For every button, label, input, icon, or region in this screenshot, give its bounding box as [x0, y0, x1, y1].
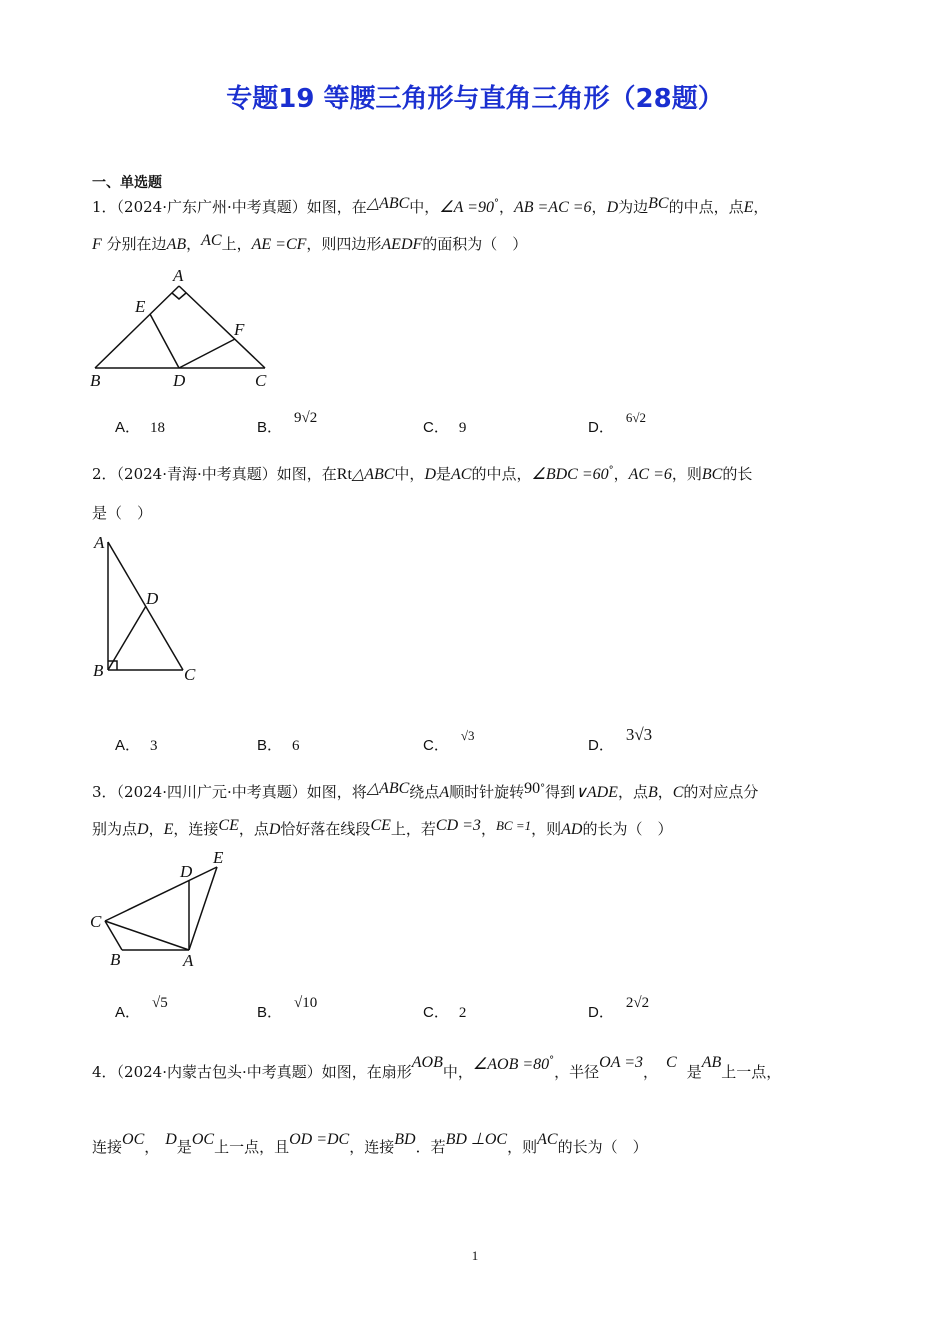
q3-line-2 [92, 818, 672, 839]
q2-fig-label-c: C [184, 665, 196, 684]
q2-line-2 [92, 502, 152, 523]
q1-source: （2024·广东广州·中考真题）如图，在 [116, 198, 367, 216]
option-label: B． [257, 1004, 283, 1021]
q3-math: ∨ADE [575, 784, 618, 801]
q4-text: ，则 [507, 1138, 538, 1156]
q3-text: ， [657, 783, 673, 801]
option-label: D． [588, 737, 614, 754]
option-value: √5 [152, 995, 168, 1011]
option-label: B． [257, 419, 283, 436]
q2-math: BC [701, 466, 723, 483]
q1-fig-label-e: E [135, 297, 146, 316]
q3-math: BC =1 [495, 818, 532, 833]
q4-math: OC [122, 1131, 145, 1148]
q1-math: F [92, 236, 102, 253]
q1-math: AEDF [381, 236, 423, 253]
q2-text: 是 [436, 465, 452, 483]
q3-text: ，点 [617, 783, 648, 801]
q3-text: 得到 [545, 783, 576, 801]
q4-text: 中， [442, 1063, 473, 1081]
q3-text: ， [148, 820, 164, 838]
q2-option-c[interactable] [423, 728, 475, 755]
option-value: 3 [150, 738, 158, 754]
q4-math: OD =DC [289, 1131, 350, 1148]
q2-math: AC =6 [628, 466, 672, 483]
q1-math: AE =CF [251, 236, 307, 253]
q2-option-b[interactable] [257, 734, 300, 755]
q3-text: 的长为（ ） [582, 820, 673, 838]
q1-text: 的面积为（ ） [422, 235, 528, 253]
option-value: 18 [150, 420, 166, 436]
q3-math: B [647, 784, 658, 801]
q4-math: BD [394, 1131, 416, 1148]
option-label: C． [423, 737, 449, 754]
q1-text: ， [498, 198, 514, 216]
q3-source: （2024·四川广元·中考真题）如图，将 [116, 783, 367, 801]
q2-fig-label-b: B [93, 661, 104, 680]
q4-arc-math: AC [537, 1131, 558, 1148]
q2-text: 的中点， [471, 465, 532, 483]
option-value: √10 [294, 995, 318, 1011]
q3-math: CD =3 [435, 817, 481, 834]
q3-degree: ° [540, 783, 546, 794]
q4-text: 上一点，且 [214, 1138, 290, 1156]
q3-text: 恰好落在线段 [280, 820, 371, 838]
q1-line-2 [92, 233, 527, 254]
q4-text: ， [144, 1138, 160, 1156]
q3-text: ，连接 [173, 820, 219, 838]
q4-line-1 [92, 1054, 782, 1082]
q1-fig-label-c: C [255, 371, 267, 390]
option-value: √3 [460, 728, 475, 743]
section-heading: 一、单选题 [92, 175, 162, 191]
q4-math: ∠AOB =80 [472, 1056, 550, 1073]
q3-fig-label-b: B [110, 950, 121, 969]
q1-math: ∠A =90 [439, 199, 494, 216]
q3-fig-label-a: A [183, 951, 194, 970]
q1-option-b[interactable] [257, 410, 318, 437]
q3-text: ， [480, 820, 496, 838]
q4-math: D [165, 1131, 177, 1148]
q3-fig-label-d: D [180, 862, 193, 881]
option-label: A． [115, 1004, 141, 1021]
q4-text: ，连接 [349, 1138, 395, 1156]
q2-math: D [424, 466, 436, 483]
q3-fig-label-c: C [90, 912, 102, 931]
q4-arc-math: AB [701, 1054, 722, 1071]
q3-line-1 [92, 781, 758, 802]
option-label: A． [115, 419, 141, 436]
q1-text: 中， [409, 198, 440, 216]
q2-degree: ° [608, 465, 614, 476]
q1-math: AB [166, 236, 187, 253]
q3-math: CE [370, 817, 391, 834]
q3-math: E [163, 821, 174, 838]
option-value: 6 [292, 738, 300, 754]
q4-math: OC [191, 1131, 215, 1148]
q4-text: ．若 [415, 1138, 446, 1156]
q4-math: AOB [411, 1054, 443, 1071]
q1-text: ， [186, 235, 202, 253]
q3-option-d[interactable] [588, 995, 650, 1022]
q1-text: ，则四边形 [306, 235, 382, 253]
q1-math: AC [201, 232, 222, 249]
q3-text: 别为点 [92, 820, 138, 838]
q1-option-d[interactable] [588, 410, 646, 437]
document-title: 专题19 等腰三角形与直角三角形（28题） [226, 84, 724, 114]
q1-text: 分别在边 [101, 235, 167, 253]
q3-text: 的对应点分 [683, 783, 759, 801]
q3-number: 3． [92, 783, 117, 801]
q2-math: ∠BDC =60 [531, 466, 609, 483]
q4-number: 4． [92, 1063, 117, 1081]
q3-text: ，则 [531, 820, 562, 838]
q3-math: A [439, 784, 450, 801]
q3-option-b[interactable] [257, 995, 318, 1022]
q2-text: 的长 [722, 465, 753, 483]
q3-math: CE [218, 817, 239, 834]
option-value: 2√2 [625, 995, 650, 1011]
q1-text: ， [753, 198, 769, 216]
q4-line-2 [92, 1131, 648, 1157]
q1-math: D [606, 199, 619, 216]
option-label: B． [257, 737, 283, 754]
q3-math: C [672, 784, 684, 801]
q4-math: C [666, 1054, 677, 1071]
q4-text: ，半径 [554, 1063, 600, 1081]
q1-line-1 [92, 196, 768, 217]
q1-option-c[interactable] [423, 416, 466, 437]
q1-figure [85, 262, 285, 392]
q1-degree: ° [493, 198, 499, 209]
q3-math: D [268, 821, 281, 838]
q1-fig-label-f: F [234, 320, 245, 339]
q2-text: ，则 [671, 465, 702, 483]
q2-math: Rt [336, 466, 352, 483]
q1-math: △ABC [366, 195, 410, 212]
q3-text: 上，若 [390, 820, 436, 838]
option-value: 3√3 [625, 725, 653, 744]
q3-text: 绕点 [409, 783, 440, 801]
q2-source: （2024·青海·中考真题）如图，在 [116, 465, 337, 483]
q4-math: OA =3 [599, 1054, 643, 1071]
q1-text: 上， [221, 235, 252, 253]
q4-text: 连接 [92, 1138, 123, 1156]
option-value: 9 [458, 420, 467, 436]
q3-figure [85, 845, 245, 975]
q3-option-a[interactable] [115, 995, 168, 1022]
q2-text: 是（ ） [92, 504, 153, 522]
q3-math: AD [561, 821, 583, 838]
q2-line-1 [92, 463, 752, 484]
option-value: 2 [458, 1005, 467, 1021]
q1-number: 1． [92, 198, 117, 216]
option-label: C． [423, 1004, 449, 1021]
q2-math: AC [451, 466, 472, 483]
option-value: 6√2 [625, 410, 646, 425]
q4-source: （2024·内蒙古包头·中考真题）如图，在扇形 [116, 1063, 412, 1081]
q2-text: ， [613, 465, 629, 483]
q1-math: BC [648, 195, 669, 212]
q1-fig-label-a: A [173, 266, 184, 285]
q2-text: 中， [394, 465, 425, 483]
q4-text: 是 [686, 1063, 702, 1081]
q3-math: 90 [524, 780, 541, 797]
page-number: 1 [471, 1248, 479, 1263]
q4-degree: ° [549, 1055, 555, 1066]
q1-text: 的中点，点 [668, 198, 744, 216]
q2-figure [88, 530, 218, 690]
q3-option-c[interactable] [423, 1001, 466, 1022]
option-label: C． [423, 419, 449, 436]
q1-fig-label-d: D [173, 371, 186, 390]
q3-math: D [137, 821, 149, 838]
q4-text: 是 [176, 1138, 192, 1156]
q3-math: △ABC [366, 780, 410, 797]
q1-text: ， [591, 198, 607, 216]
option-label: D． [588, 1004, 614, 1021]
q2-number: 2． [92, 465, 117, 483]
q4-math: BD ⊥OC [445, 1131, 508, 1148]
option-label: A． [115, 737, 141, 754]
q2-option-d[interactable] [588, 725, 653, 755]
q1-text: 为边 [618, 198, 649, 216]
q3-fig-label-e: E [213, 848, 224, 867]
q3-text: ，点 [238, 820, 269, 838]
option-label: D． [588, 419, 614, 436]
q1-option-a[interactable] [115, 416, 165, 437]
q2-fig-label-d: D [146, 589, 159, 608]
q1-fig-label-b: B [90, 371, 101, 390]
q1-math: AB =AC =6 [513, 199, 592, 216]
q4-text: 的长为（ ） [557, 1138, 648, 1156]
q2-fig-label-a: A [94, 533, 105, 552]
q4-text: 上一点， [721, 1063, 782, 1081]
option-value: 9√2 [294, 410, 318, 426]
q4-text: ， [643, 1063, 659, 1081]
q2-option-a[interactable] [115, 734, 158, 755]
q1-math: E [743, 199, 754, 216]
q3-text: 顺时针旋转 [449, 783, 525, 801]
q2-math: △ABC [351, 466, 395, 483]
